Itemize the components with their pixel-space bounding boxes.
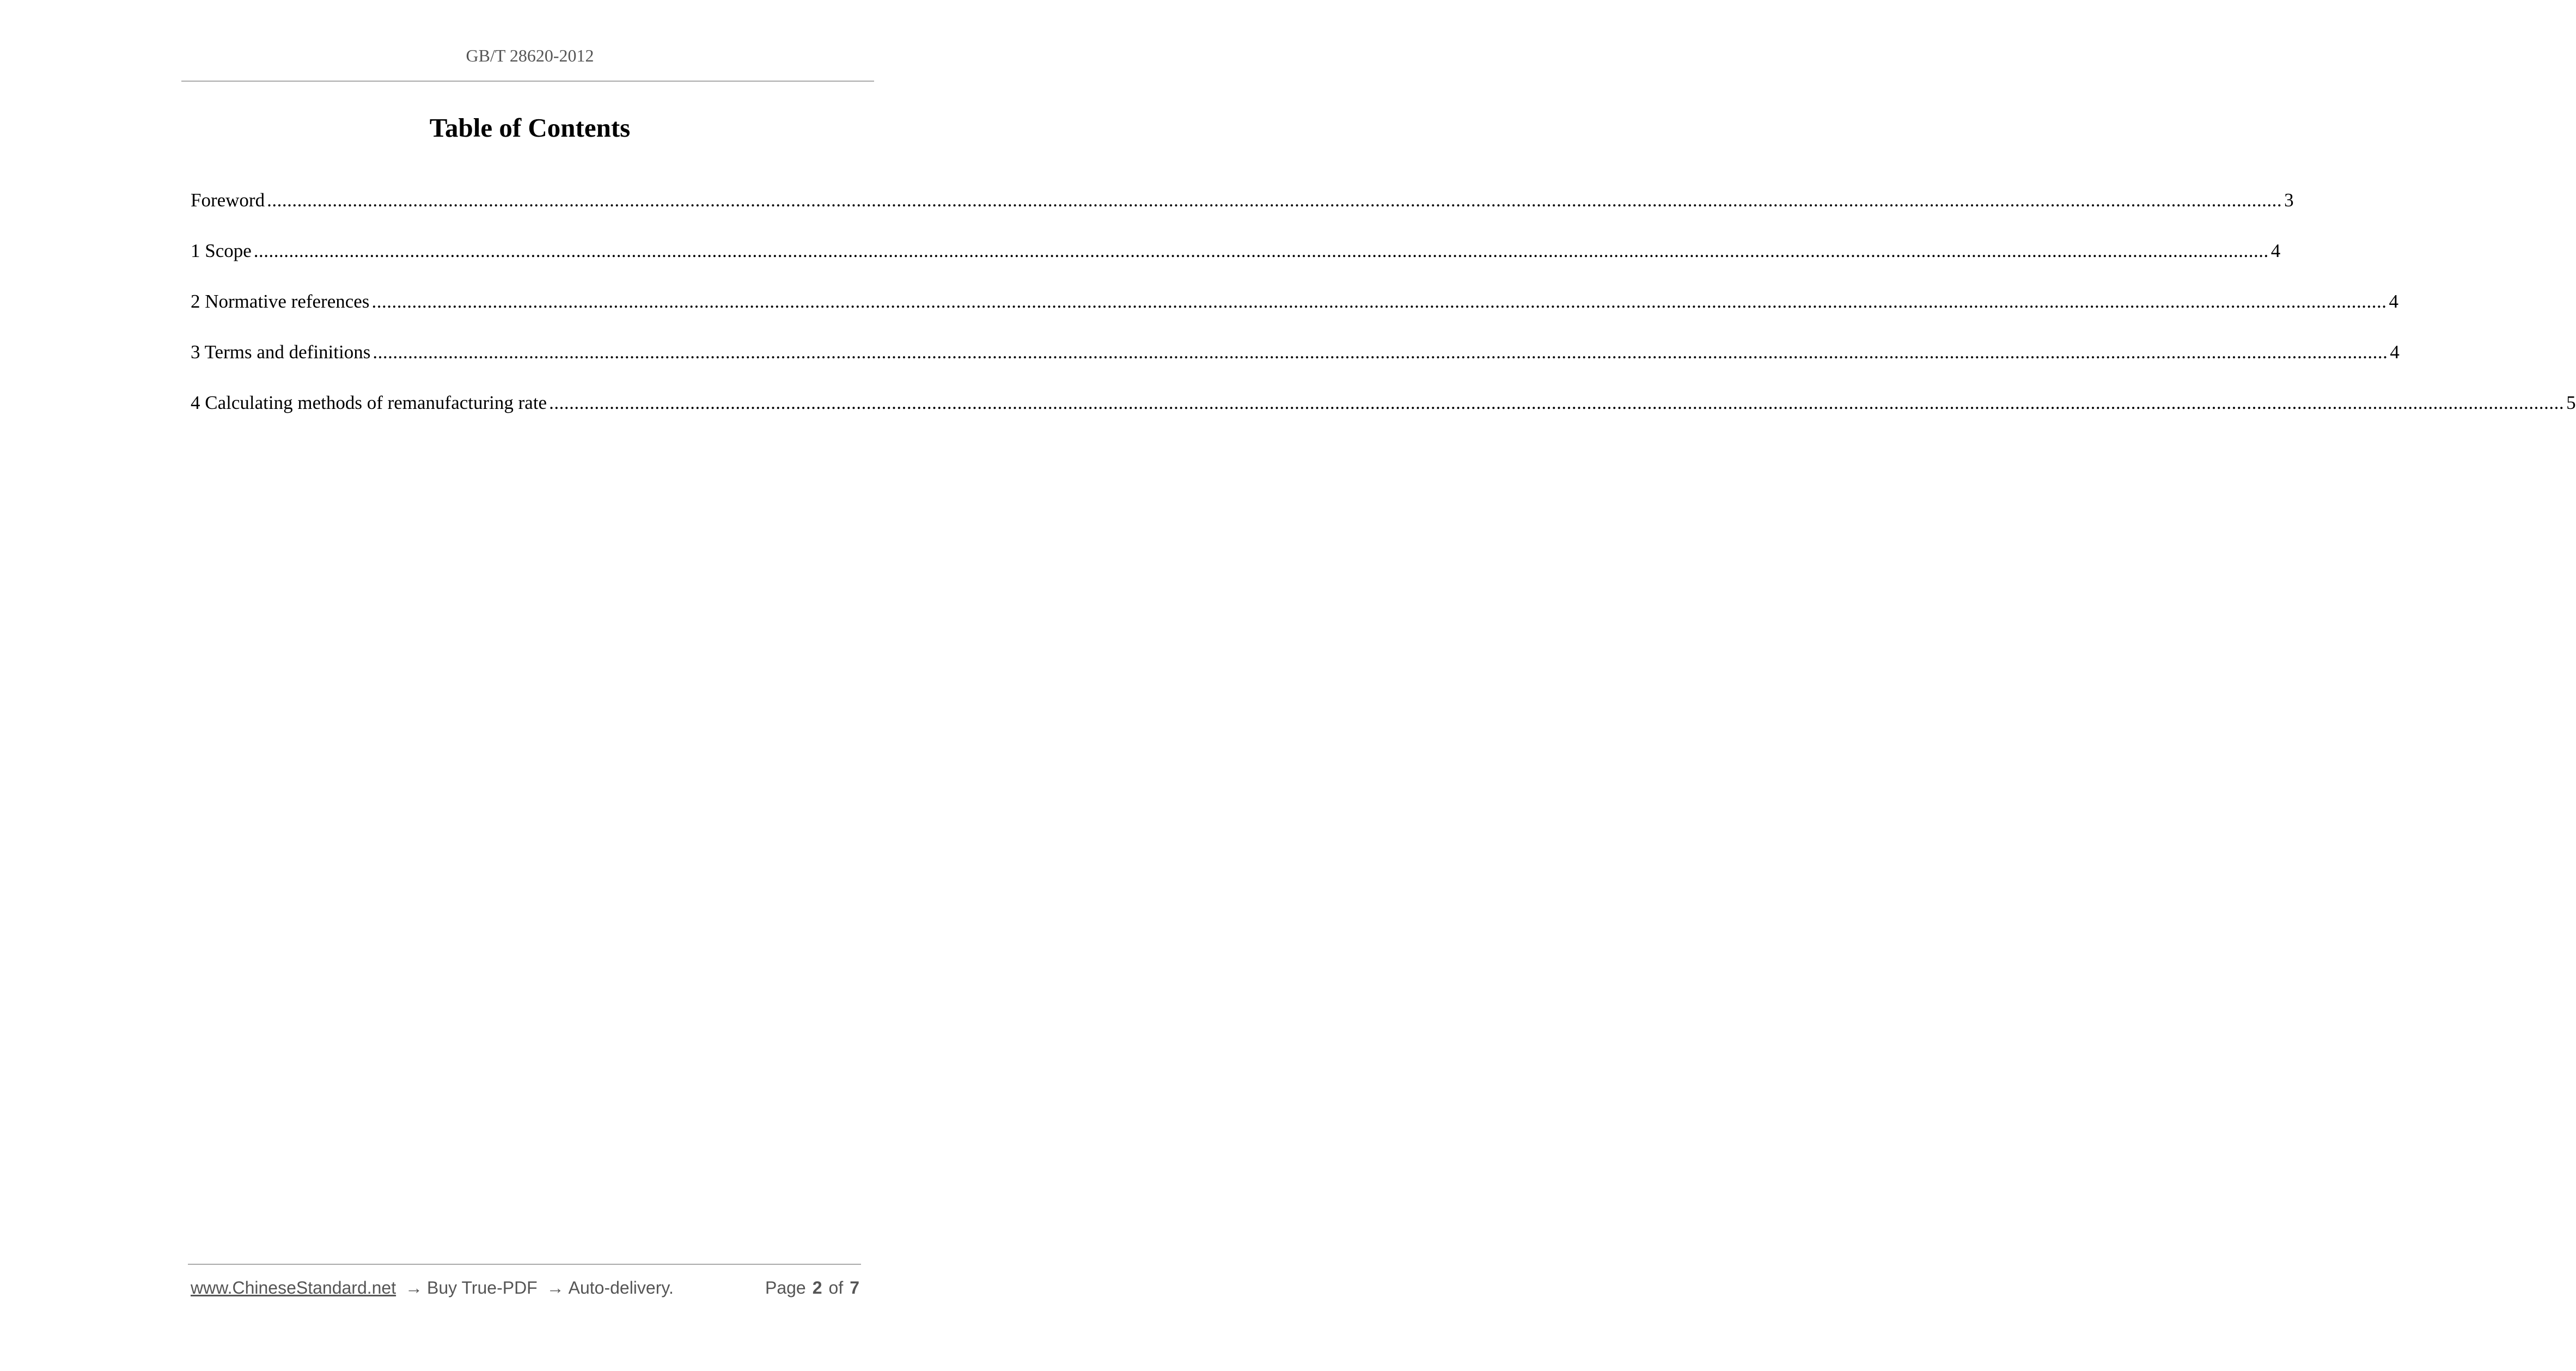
page-total-number: 7: [850, 1278, 859, 1297]
toc-entry-label: 1 Scope: [191, 240, 252, 261]
page-indicator: [765, 1278, 859, 1298]
header-divider: [181, 81, 874, 82]
page-label: Page: [765, 1278, 806, 1297]
arrow-right-icon: →: [405, 1278, 423, 1297]
table-of-contents: [191, 189, 2576, 443]
site-link[interactable]: www.ChineseStandard.net: [191, 1278, 396, 1297]
page-footer: [191, 1278, 859, 1298]
toc-entry-page: 4: [2389, 291, 2398, 312]
toc-entry-label: 2 Normative references: [191, 291, 370, 312]
toc-entry-page: 5: [2566, 392, 2576, 413]
toc-dot-leader: ................................................................................................................................................................................................................................................................................................................................................................................................................: [549, 392, 2565, 413]
buy-true-pdf-text: Buy True-PDF: [427, 1278, 538, 1297]
toc-dot-leader: ................................................................................................................................................................................................................................................................................................................................................................................................................: [371, 291, 2387, 312]
toc-entry-label: 4 Calculating methods of remanufacturing rate: [191, 392, 547, 413]
toc-entry-foreword[interactable]: [191, 189, 2294, 240]
toc-dot-leader: ................................................................................................................................................................................................................................................................................................................................................................................................................: [373, 341, 2388, 363]
toc-entry-scope[interactable]: [191, 240, 2281, 291]
footer-promo: [191, 1278, 674, 1298]
page-current-number: 2: [812, 1278, 822, 1297]
toc-entry-terms-and-definitions[interactable]: [191, 341, 2400, 392]
toc-entry-page: 3: [2284, 189, 2294, 211]
toc-entry-page: 4: [2390, 341, 2400, 363]
page-title: Table of Contents: [429, 113, 631, 143]
document-code-header: GB/T 28620-2012: [466, 46, 594, 65]
toc-dot-leader: ................................................................................................................................................................................................................................................................................................................................................................................................................: [253, 240, 2269, 261]
toc-entry-label: 3 Terms and definitions: [191, 341, 371, 363]
toc-entry-page: 4: [2270, 240, 2281, 261]
toc-entry-label: Foreword: [191, 189, 265, 211]
toc-entry-normative-references[interactable]: [191, 291, 2398, 341]
toc-entry-calculating-methods[interactable]: [191, 392, 2576, 443]
toc-dot-leader: ................................................................................................................................................................................................................................................................................................................................................................................................................: [267, 189, 2282, 211]
footer-divider: [188, 1264, 861, 1265]
of-label: of: [828, 1278, 844, 1297]
arrow-right-icon: →: [546, 1278, 564, 1297]
auto-delivery-text: Auto-delivery.: [568, 1278, 674, 1297]
